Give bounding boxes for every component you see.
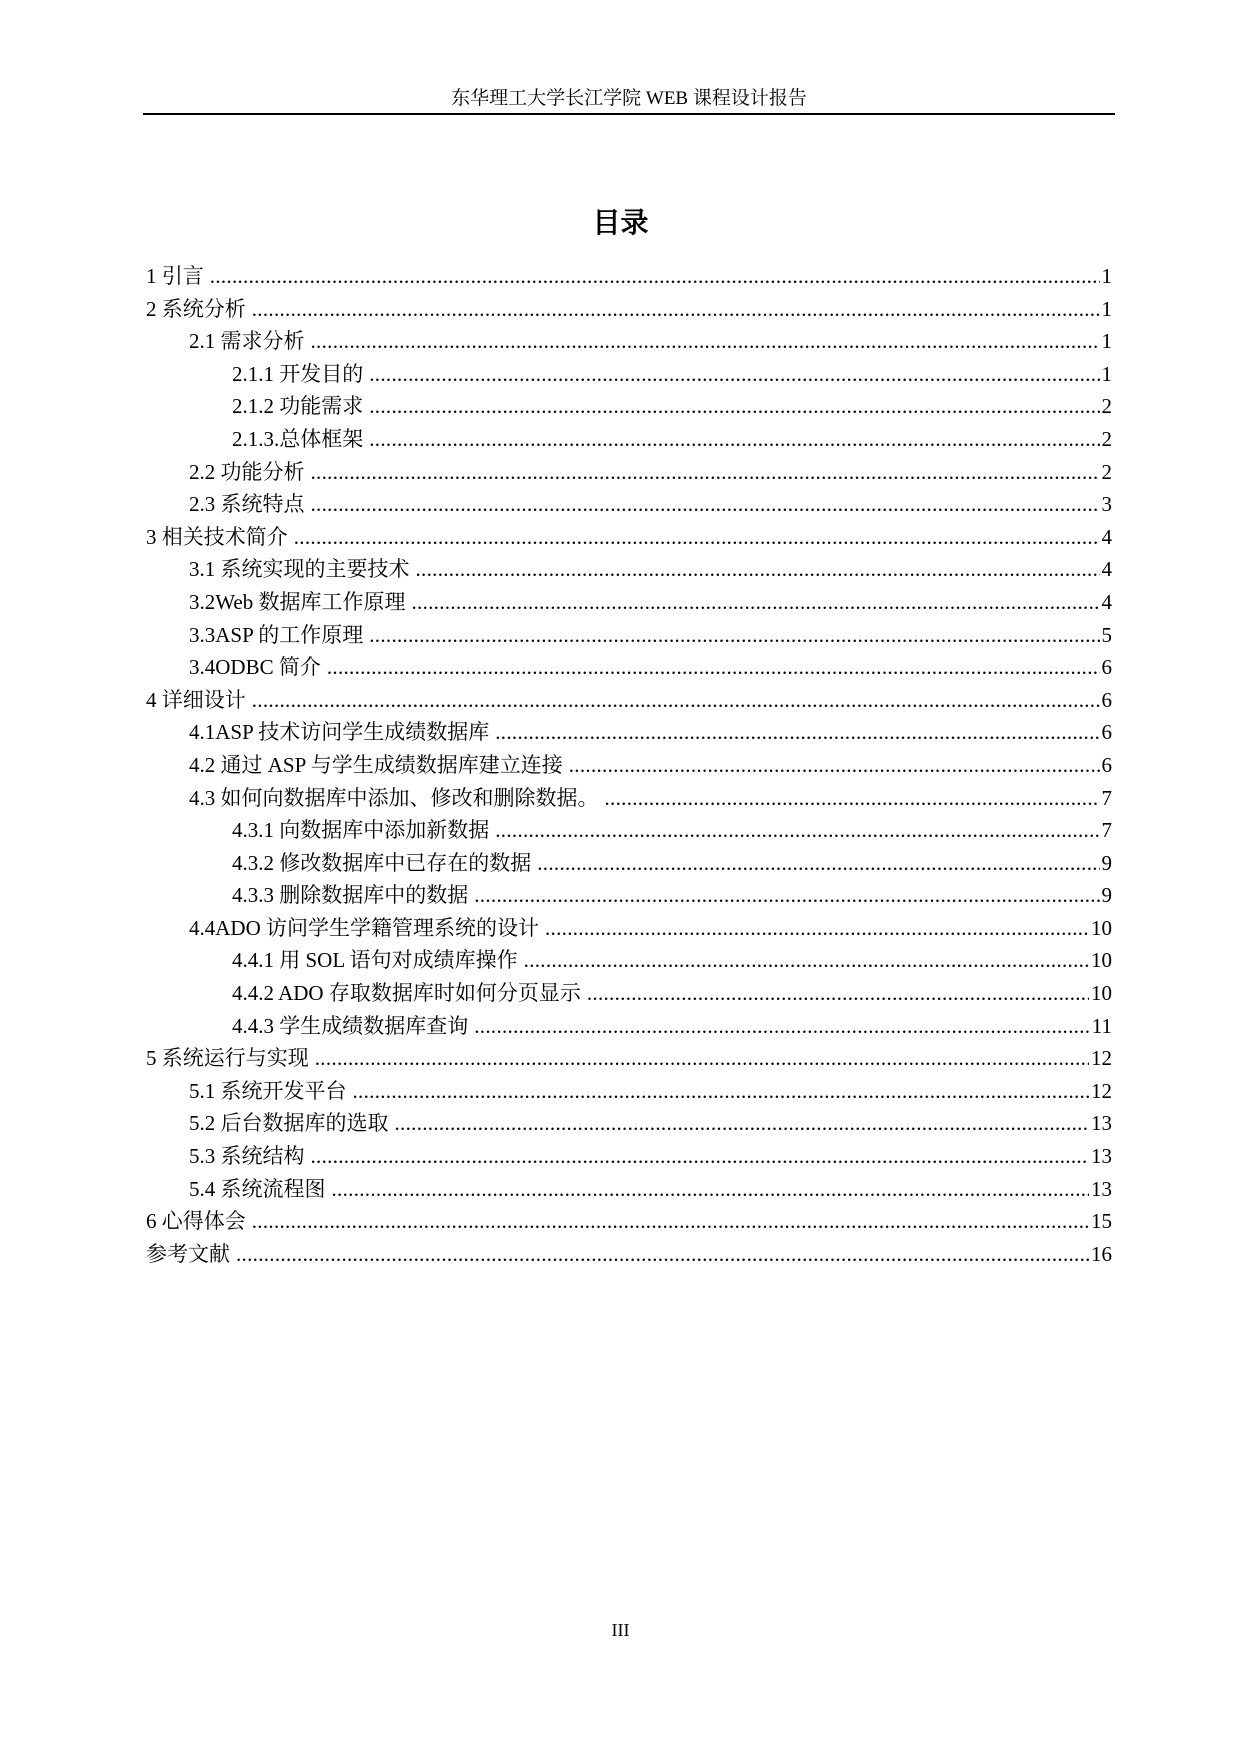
running-header: 东华理工大学长江学院 WEB 课程设计报告 <box>451 88 807 109</box>
toc-entry-page: 13 <box>1091 1144 1112 1169</box>
toc-entry-page: 12 <box>1091 1046 1112 1071</box>
toc-entry-label: 2.2 功能分析 <box>189 459 305 484</box>
toc-dot-leader <box>311 325 1100 358</box>
toc-entry-page: 2 <box>1101 459 1112 484</box>
header-rule <box>143 113 1115 115</box>
toc-entry-page: 1 <box>1101 264 1112 288</box>
toc-dot-leader <box>474 1010 1090 1043</box>
toc-entry[interactable] <box>146 879 1112 912</box>
toc-entry[interactable] <box>146 1107 1112 1140</box>
toc-entry[interactable] <box>146 293 1112 326</box>
toc-entry[interactable] <box>146 651 1112 684</box>
toc-entry[interactable] <box>146 1140 1112 1173</box>
toc-entry[interactable] <box>146 390 1112 423</box>
toc-entry[interactable] <box>146 553 1112 586</box>
toc-entry-page: 4 <box>1101 589 1112 614</box>
toc-entry-label: 3.4ODBC 简介 <box>189 655 321 680</box>
toc-entry-page: 13 <box>1091 1176 1112 1201</box>
toc-entry[interactable] <box>146 456 1112 489</box>
toc-entry-page: 7 <box>1101 818 1112 843</box>
toc-entry[interactable] <box>146 586 1112 619</box>
toc-dot-leader <box>236 1238 1089 1271</box>
toc-entry-label: 4.1ASP 技术访问学生成绩数据库 <box>189 720 490 745</box>
toc-entry-label: 5 系统运行与实现 <box>146 1046 309 1071</box>
toc-entry-label: 参考文献 <box>146 1241 230 1266</box>
toc-title: 目录 <box>592 206 649 239</box>
toc-entry[interactable] <box>146 814 1112 847</box>
toc-entry[interactable] <box>146 1075 1112 1108</box>
toc-entry-label: 5.3 系统结构 <box>189 1144 305 1169</box>
toc-entry[interactable] <box>146 782 1112 815</box>
toc-dot-leader <box>369 390 1099 423</box>
toc-dot-leader <box>369 358 1099 391</box>
toc-dot-leader <box>537 847 1099 880</box>
toc-entry-label: 4.4ADO 访问学生学籍管理系统的设计 <box>189 915 539 940</box>
toc-entry[interactable] <box>146 912 1112 945</box>
toc-entry-label: 4.3.1 向数据库中添加新数据 <box>232 818 490 843</box>
toc-entry-label: 3 相关技术简介 <box>146 524 288 549</box>
toc-entry[interactable] <box>146 358 1112 391</box>
toc-dot-leader <box>311 1140 1090 1173</box>
toc-entry-page: 9 <box>1101 883 1112 908</box>
toc-entry[interactable] <box>146 260 1112 293</box>
toc-entry-page: 13 <box>1091 1111 1112 1136</box>
toc-entry-page: 15 <box>1091 1209 1112 1234</box>
toc-entry[interactable] <box>146 716 1112 749</box>
toc-entry[interactable] <box>146 488 1112 521</box>
toc-entry-label: 4.4.2 ADO 存取数据库时如何分页显示 <box>232 981 581 1006</box>
toc-dot-leader <box>524 944 1089 977</box>
toc-entry-page: 1 <box>1101 361 1112 386</box>
toc-entry[interactable] <box>146 1042 1112 1075</box>
toc-dot-leader <box>252 1205 1089 1238</box>
toc-entry[interactable] <box>146 1173 1112 1206</box>
table-of-contents <box>146 260 1112 1270</box>
toc-dot-leader <box>210 260 1100 293</box>
toc-dot-leader <box>569 749 1100 782</box>
toc-entry-page: 2 <box>1101 394 1112 419</box>
toc-entry-label: 4.3.2 修改数据库中已存在的数据 <box>232 850 532 875</box>
toc-entry-label: 4.3.3 删除数据库中的数据 <box>232 883 469 908</box>
toc-entry-label: 4.3 如何向数据库中添加、修改和删除数据。 <box>189 785 599 810</box>
toc-entry-label: 5.2 后台数据库的选取 <box>189 1111 389 1136</box>
toc-entry-label: 2.1.1 开发目的 <box>232 361 364 386</box>
toc-entry[interactable] <box>146 684 1112 717</box>
toc-dot-leader <box>474 879 1099 912</box>
toc-dot-leader <box>416 553 1100 586</box>
toc-entry[interactable] <box>146 977 1112 1010</box>
toc-entry-page: 6 <box>1101 752 1112 777</box>
toc-entry-label: 2.1.2 功能需求 <box>232 394 364 419</box>
toc-entry-page: 6 <box>1101 687 1112 712</box>
toc-entry-label: 5.4 系统流程图 <box>189 1176 326 1201</box>
toc-entry-page: 3 <box>1101 492 1112 517</box>
toc-dot-leader <box>605 782 1100 815</box>
toc-dot-leader <box>252 684 1100 717</box>
toc-dot-leader <box>315 1042 1089 1075</box>
toc-dot-leader <box>311 456 1100 489</box>
toc-entry[interactable] <box>146 619 1112 652</box>
toc-dot-leader <box>587 977 1089 1010</box>
toc-entry[interactable] <box>146 1205 1112 1238</box>
toc-entry-label: 4.2 通过 ASP 与学生成绩数据库建立连接 <box>189 752 563 777</box>
toc-entry-label: 2.1.3.总体框架 <box>232 426 364 451</box>
toc-entry-page: 6 <box>1101 720 1112 745</box>
toc-entry-page: 16 <box>1091 1241 1112 1266</box>
toc-entry-label: 4.4.1 用 SOL 语句对成绩库操作 <box>232 948 518 973</box>
toc-entry-label: 3.2Web 数据库工作原理 <box>189 589 406 614</box>
page-number: III <box>611 1620 630 1640</box>
toc-dot-leader <box>395 1107 1090 1140</box>
toc-entry-label: 2 系统分析 <box>146 296 246 321</box>
toc-entry-page: 7 <box>1101 785 1112 810</box>
toc-entry-page: 4 <box>1101 557 1112 582</box>
toc-dot-leader <box>353 1075 1090 1108</box>
toc-dot-leader <box>545 912 1089 945</box>
toc-entry-page: 10 <box>1091 948 1112 973</box>
toc-entry-label: 3.3ASP 的工作原理 <box>189 622 364 647</box>
toc-entry-label: 2.1 需求分析 <box>189 329 305 354</box>
toc-entry-page: 2 <box>1101 426 1112 451</box>
toc-entry[interactable] <box>146 1010 1112 1043</box>
toc-entry-label: 3.1 系统实现的主要技术 <box>189 557 410 582</box>
toc-entry-label: 5.1 系统开发平台 <box>189 1078 347 1103</box>
toc-entry[interactable] <box>146 1238 1112 1271</box>
toc-entry[interactable] <box>146 423 1112 456</box>
toc-dot-leader <box>294 521 1100 554</box>
toc-entry-page: 12 <box>1091 1078 1112 1103</box>
toc-dot-leader <box>311 488 1100 521</box>
toc-entry-page: 1 <box>1101 329 1112 354</box>
toc-dot-leader <box>495 716 1099 749</box>
toc-entry-label: 6 心得体会 <box>146 1209 246 1234</box>
toc-dot-leader <box>411 586 1099 619</box>
toc-entry-page: 4 <box>1101 524 1112 549</box>
toc-entry-page: 6 <box>1101 655 1112 680</box>
toc-entry[interactable] <box>146 847 1112 880</box>
toc-entry-page: 5 <box>1101 622 1112 647</box>
toc-entry-label: 1 引言 <box>146 264 204 288</box>
toc-entry-page: 1 <box>1101 296 1112 321</box>
toc-entry[interactable] <box>146 325 1112 358</box>
toc-dot-leader <box>252 293 1100 326</box>
toc-entry-page: 10 <box>1091 981 1112 1006</box>
toc-entry-label: 2.3 系统特点 <box>189 492 305 517</box>
toc-dot-leader <box>369 619 1099 652</box>
toc-entry[interactable] <box>146 944 1112 977</box>
toc-dot-leader <box>332 1173 1090 1206</box>
toc-entry-label: 4.4.3 学生成绩数据库查询 <box>232 1013 469 1038</box>
toc-entry-page: 9 <box>1101 850 1112 875</box>
toc-entry-label: 4 详细设计 <box>146 687 246 712</box>
toc-entry[interactable] <box>146 749 1112 782</box>
toc-dot-leader <box>369 423 1099 456</box>
toc-dot-leader <box>327 651 1100 684</box>
toc-entry-page: 10 <box>1091 915 1112 940</box>
toc-entry[interactable] <box>146 521 1112 554</box>
toc-dot-leader <box>495 814 1099 847</box>
toc-entry-page: 11 <box>1091 1013 1112 1038</box>
